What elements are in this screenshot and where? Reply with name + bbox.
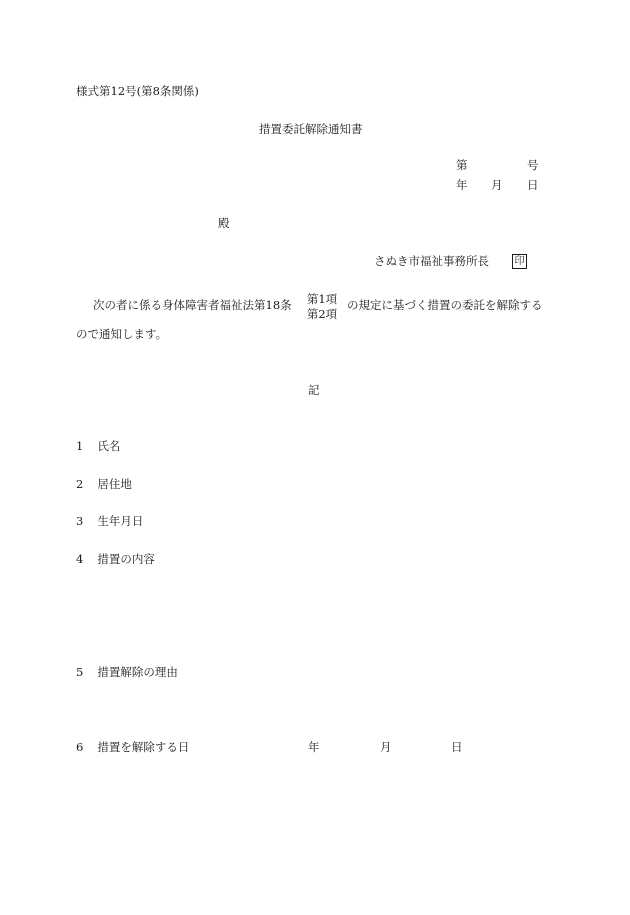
body-text-after: の規定に基づく措置の委託を解除する	[347, 298, 543, 312]
cancel-date-month: 月	[380, 740, 392, 754]
list-item	[76, 441, 120, 453]
form-number: 様式第12号(第8条関係)	[76, 84, 199, 98]
list-item	[76, 742, 189, 754]
body-text-before: 次の者に係る身体障害者福祉法第18条	[93, 298, 292, 312]
item-number: 4	[76, 552, 84, 566]
list-item	[76, 516, 143, 528]
item-label: 氏名	[97, 439, 121, 453]
item-number: 1	[76, 439, 84, 453]
cancel-date-day: 日	[451, 740, 463, 754]
ki-heading: 記	[308, 383, 320, 397]
article-paragraph-options	[304, 292, 340, 322]
list-item	[76, 667, 178, 679]
item-label: 生年月日	[97, 514, 144, 528]
doc-number-prefix: 第	[456, 158, 468, 172]
item-label: 居住地	[97, 477, 132, 491]
date-year-label: 年	[456, 178, 468, 192]
item-number: 2	[76, 477, 84, 491]
list-item	[76, 554, 155, 566]
article-option-2: 第2項	[306, 307, 338, 321]
sender-name: さぬき市福祉事務所長	[374, 254, 489, 268]
item-number: 6	[76, 740, 84, 754]
date-day-label: 日	[527, 178, 539, 192]
body-text-line2: ので通知します。	[76, 327, 168, 341]
item-number: 5	[76, 665, 84, 679]
seal-mark: 印	[512, 254, 527, 269]
document-title: 措置委託解除通知書	[259, 122, 363, 136]
item-label: 措置の内容	[97, 552, 155, 566]
date-month-label: 月	[491, 178, 503, 192]
list-item	[76, 479, 132, 491]
doc-number-suffix: 号	[527, 158, 539, 172]
recipient-suffix: 殿	[218, 216, 230, 230]
item-label: 措置を解除する日	[97, 740, 190, 754]
item-number: 3	[76, 514, 84, 528]
cancel-date-year: 年	[308, 740, 320, 754]
item-label: 措置解除の理由	[97, 665, 178, 679]
article-option-1: 第1項	[306, 292, 338, 306]
